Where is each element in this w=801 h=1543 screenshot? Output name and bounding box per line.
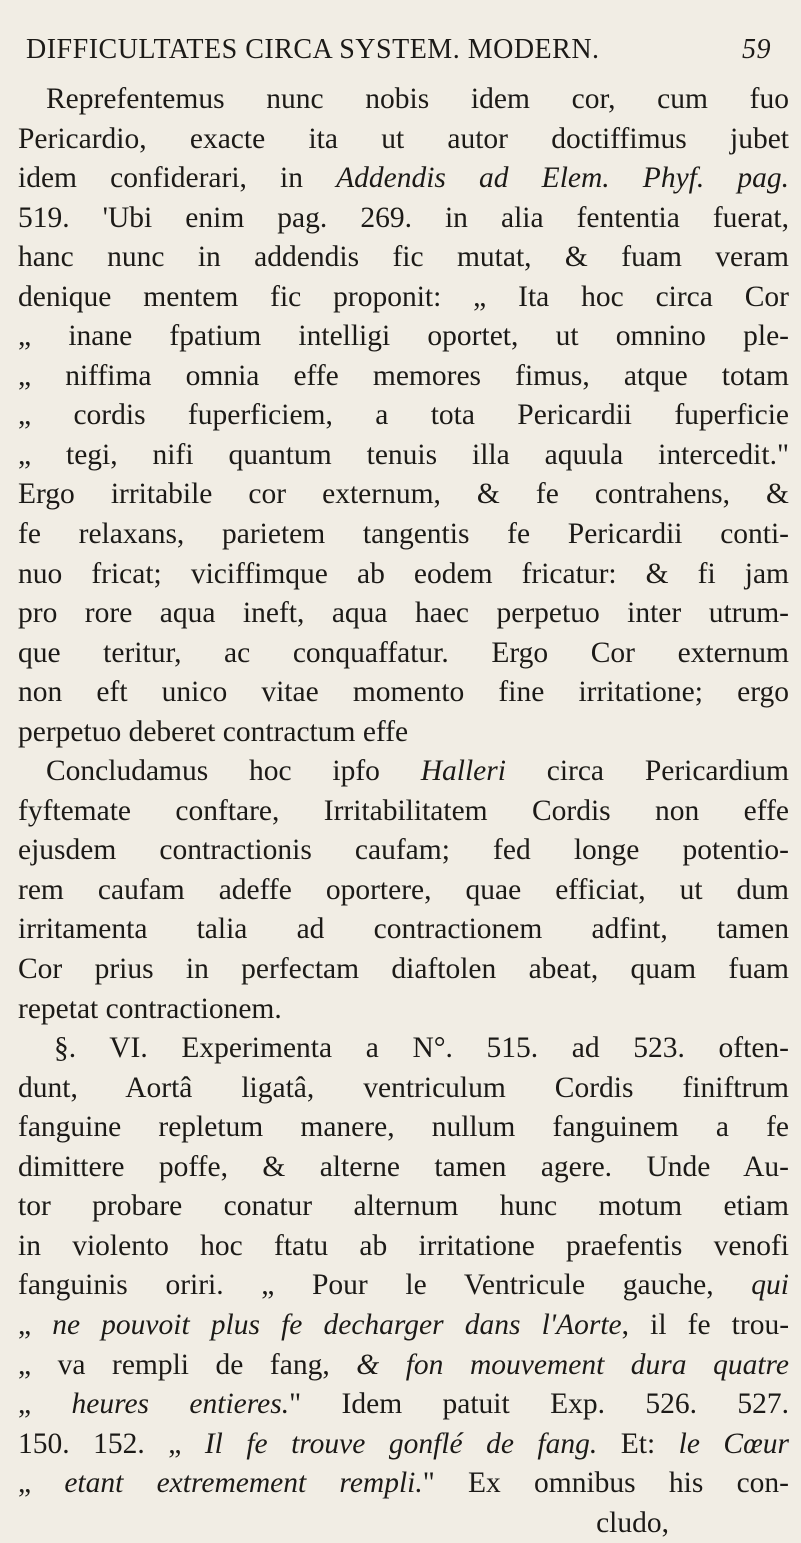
line-text: ejusdem contractionis caufam; fed longe potentio- — [18, 834, 789, 867]
line-text: „ tegi, nifi quantum tenuis illa aquula intercedit." — [18, 438, 789, 471]
line-text: „ — [18, 1308, 53, 1341]
text-line — [18, 713, 789, 753]
line-text: „ cordis fuperficiem, a tota Pericardii fuperficie — [18, 399, 789, 432]
text-line — [18, 1346, 789, 1386]
line-text: fanguinis oriri. „ Pour le Ventricule gauche, — [18, 1269, 752, 1302]
line-text: Et: — [597, 1427, 679, 1460]
line-text: non eft unico vitae momento fine irritatione; ergo — [18, 676, 789, 709]
line-text: in violento hoc ftatu ab irritatione praefentis venofi — [18, 1229, 789, 1262]
line-text: Reprefentemus nunc nobis idem cor, cum fuo — [46, 83, 789, 115]
text-line — [18, 871, 789, 911]
line-text: fyftemate conftare, Irritabilitatem Cordis non effe — [18, 794, 789, 827]
text-line — [18, 1504, 789, 1543]
italic-text: ne pouvoit plus fe decharger dans l'Aorte — [52, 1308, 622, 1341]
text-line — [18, 1108, 789, 1148]
italic-text: Il fe trouve gonflé de fang. — [204, 1427, 598, 1460]
text-line — [18, 357, 789, 397]
text-line — [18, 752, 789, 792]
text-line — [18, 673, 789, 713]
line-text: dimittere poffe, & alterne tamen agere. Unde Au- — [18, 1150, 789, 1183]
italic-text: etant extremement rempli. — [64, 1467, 423, 1500]
text-line — [18, 792, 789, 832]
line-text: circa Pericardium — [505, 755, 789, 788]
line-text: " Idem patuit Exp. 526. 527. — [289, 1388, 789, 1421]
line-text: 519. 'Ubi enim pag. 269. in alia fententia fuerat, — [18, 201, 789, 234]
line-text: Pericardio, exacte ita ut autor doctiffimus jubet — [18, 122, 789, 155]
line-text: hanc nunc in addendis fic mutat, & fuam veram — [18, 241, 789, 274]
italic-text: Addendis ad Elem. Phyf. pag. — [336, 162, 789, 195]
line-text: , il fe trou- — [621, 1308, 789, 1341]
line-text: 150. 152. „ — [18, 1427, 205, 1460]
line-text: perpetuo deberet contractum effe — [18, 715, 409, 748]
text-line — [18, 199, 789, 239]
text-line — [18, 1187, 789, 1227]
italic-text: & fon mouvement dura quatre — [356, 1348, 789, 1381]
text-line — [18, 1266, 789, 1306]
line-text: irritamenta talia ad contractionem adfint, tamen — [18, 913, 789, 946]
text-line — [18, 475, 789, 515]
running-title: DIFFICULTATES CIRCA SYSTEM. MODERN. — [26, 34, 600, 65]
text-line — [18, 594, 789, 634]
text-line — [18, 950, 789, 990]
line-text: Concludamus hoc ipfo — [46, 755, 421, 788]
line-text: „ va rempli de fang, — [18, 1348, 357, 1381]
text-line — [18, 831, 789, 871]
text-line — [18, 1306, 789, 1346]
italic-text: le Cœur — [678, 1427, 789, 1460]
page-number: 59 — [742, 34, 771, 65]
text-line — [18, 1227, 789, 1267]
italic-text: Halleri — [420, 755, 506, 788]
text-line — [18, 238, 789, 278]
line-text: repetat contractionem. — [18, 992, 282, 1025]
line-text: „ — [18, 1388, 72, 1421]
text-line — [18, 80, 789, 120]
line-text: „ — [18, 1467, 65, 1500]
text-line — [18, 159, 789, 199]
text-line — [18, 1385, 789, 1425]
body-text — [18, 80, 789, 1543]
line-text: que teritur, ac conquaffatur. Ergo Cor externum — [18, 636, 789, 669]
line-text: §. VI. Experimenta a N°. 515. ad 523. often- — [54, 1032, 789, 1065]
line-text: „ niffima omnia effe memores fimus, atque totam — [18, 359, 789, 392]
running-head — [18, 22, 789, 65]
text-line — [18, 120, 789, 160]
text-line — [18, 396, 789, 436]
line-text: " Ex omnibus his con- — [422, 1467, 789, 1500]
text-line — [18, 436, 789, 476]
line-text: nuo fricat; viciffimque ab eodem fricatur: & fi jam — [18, 557, 789, 590]
text-line — [18, 515, 789, 555]
line-text: fanguine repletum manere, nullum fanguinem a fe — [18, 1111, 789, 1144]
text-line — [18, 1069, 789, 1109]
text-line — [18, 317, 789, 357]
line-text: fe relaxans, parietem tangentis fe Pericardii conti- — [18, 518, 789, 551]
line-text: Ergo irritabile cor externum, & fe contrahens, & — [18, 478, 789, 511]
line-text: „ inane fpatium intelligi oportet, ut omnino ple- — [18, 320, 789, 353]
text-line — [18, 555, 789, 595]
line-text: tor probare conatur alternum hunc motum etiam — [18, 1190, 789, 1223]
text-line — [18, 990, 789, 1030]
italic-text: heures entieres. — [71, 1388, 290, 1421]
line-text: denique mentem fic proponit: „ Ita hoc circa Cor — [18, 280, 789, 313]
line-text: cludo, — [596, 1506, 669, 1539]
text-line — [18, 634, 789, 674]
line-text: idem confiderari, in — [18, 162, 337, 195]
line-text: Cor prius in perfectam diaftolen abeat, quam fuam — [18, 953, 789, 986]
line-text: pro rore aqua ineft, aqua haec perpetuo inter utrum- — [18, 597, 789, 630]
text-line — [18, 1029, 789, 1069]
text-line — [18, 910, 789, 950]
text-line — [18, 1148, 789, 1188]
line-text: dunt, Aortâ ligatâ, ventriculum Cordis finiftrum — [18, 1071, 789, 1104]
text-line — [18, 1464, 789, 1504]
text-line — [18, 278, 789, 318]
text-line — [18, 1425, 789, 1465]
italic-text: qui — [751, 1269, 789, 1302]
line-text: rem caufam adeffe oportere, quae efficiat, ut dum — [18, 873, 789, 906]
